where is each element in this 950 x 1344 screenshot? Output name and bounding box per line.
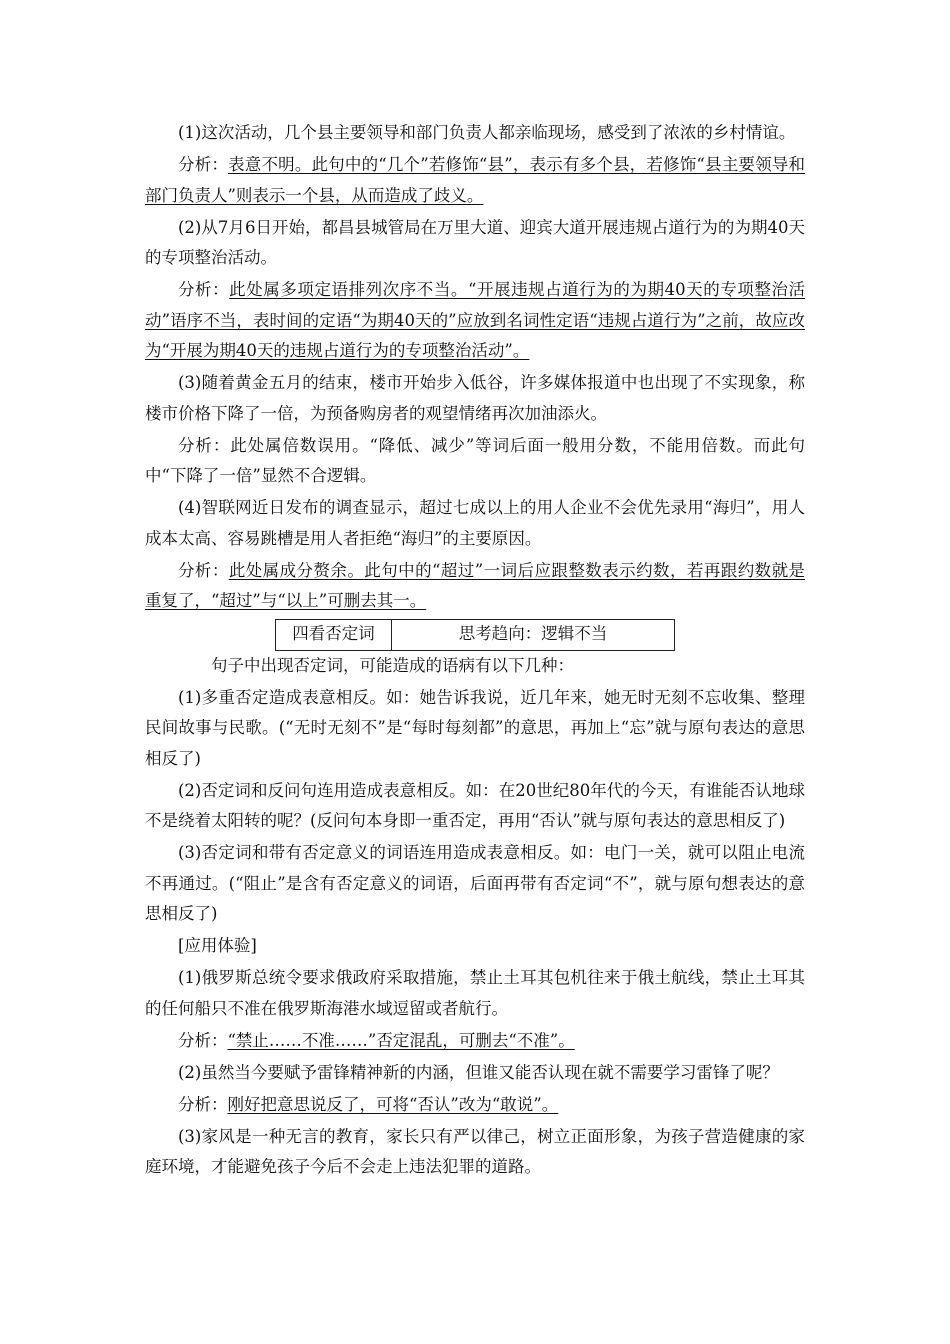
document-body bbox=[145, 118, 805, 1184]
analysis-label: 分析： bbox=[178, 1094, 228, 1114]
analysis-label: 分析： bbox=[178, 560, 229, 580]
topic-box-title: 四看否定词 bbox=[276, 620, 392, 650]
analysis-answer: 此处属成分赘余。此句中的“超过”一词后应跟整数表示约数，若再跟约数就是重复了，“超过”与“以上”可删去其一。 bbox=[145, 560, 806, 610]
section-examples-1 bbox=[145, 118, 805, 617]
intro-text: 句子中出现否定词，可能造成的语病有以下几种： bbox=[211, 655, 574, 675]
section-examples-2 bbox=[145, 683, 805, 1183]
text-paragraph: 分析：此处属倍数误用。“降低、减少”等词后面一般用分数，不能用倍数。而此句中“下降了一倍”显然不合逻辑。 bbox=[145, 435, 805, 485]
topic-box bbox=[275, 619, 675, 651]
topic-box-hint: 思考趋向：逻辑不当 bbox=[458, 623, 608, 643]
analysis-answer: 此处属多项定语排列次序不当。“开展违规占道行为的为期40天的专项整治活动”语序不当，表时间的定语“为期40天的”应放到名词性定语“违规占道行为”之前，故应改为“开展为期40天的违规占道行为的专项整治活动”。 bbox=[145, 280, 805, 360]
text-paragraph: (1)多重否定造成表意相反。如：她告诉我说，近几年来，她无时无刻不忘收集、整理民间故事与民歌。(“无时无刻不”是“每时每刻都”的意思，再加上“忘”就与原句表达的意思相反了) bbox=[145, 687, 805, 768]
analysis-paragraph bbox=[145, 275, 805, 367]
text-paragraph: (1)这次活动，几个县主要领导和部门负责人都亲临现场，感受到了浓浓的乡村情谊。 bbox=[178, 123, 796, 142]
analysis-label: 分析： bbox=[178, 155, 229, 174]
analysis-label: 分析： bbox=[178, 280, 230, 299]
analysis-paragraph bbox=[145, 150, 805, 211]
analysis-answer: “禁止……不准……”否定混乱，可删去“不准”。 bbox=[227, 1030, 575, 1050]
analysis-label: 分析： bbox=[178, 1030, 228, 1050]
text-paragraph: (3)否定词和带有否定意义的词语连用造成表意相反。如：电门一关，就可以阻止电流不再通过。(“阻止”是含有否定意义的词语，后面再带有否定词“不”，就与原句想表达的意思相反了) bbox=[145, 843, 805, 923]
analysis-paragraph bbox=[145, 556, 805, 617]
analysis-paragraph bbox=[145, 1026, 805, 1057]
analysis-answer: 表意不明。此句中的“几个”若修饰“县”，表示有多个县，若修饰“县主要领导和部门负责人”则表示一个县，从而造成了歧义。 bbox=[145, 155, 805, 205]
text-paragraph: (3)随着黄金五月的结束，楼市开始步入低谷，许多媒体报道中也出现了不实现象，称楼市价格下降了一倍，为预备购房者的观望情绪再次加油添火。 bbox=[145, 373, 805, 423]
analysis-answer: 刚好把意思说反了，可将“否认”改为“敢说”。 bbox=[227, 1094, 559, 1114]
analysis-paragraph bbox=[145, 1090, 805, 1121]
text-paragraph: [应用体验] bbox=[178, 936, 257, 955]
text-paragraph: (4)智联网近日发布的调查显示，超过七成以上的用人企业不会优先录用“海归”，用人成本太高、容易跳槽是用人者拒绝“海归”的主要原因。 bbox=[145, 498, 805, 548]
text-paragraph: (3)家风是一种无言的教育，家长只有严以律己，树立正面形象，为孩子营造健康的家庭环境，才能避免孩子今后不会走上违法犯罪的道路。 bbox=[145, 1126, 805, 1176]
text-paragraph: (1)俄罗斯总统令要求俄政府采取措施，禁止土耳其包机往来于俄土航线，禁止土耳其的任何船只不准在俄罗斯海港水域逗留或者航行。 bbox=[145, 968, 805, 1018]
text-paragraph: (2)从7月6日开始，都昌县城管局在万里大道、迎宾大道开展违规占道行为的为期40天的专项整治活动。 bbox=[145, 217, 805, 267]
text-paragraph: (2)虽然当今要赋予雷锋精神新的内涵，但谁又能否认现在就不需要学习雷锋了呢？ bbox=[178, 1062, 779, 1082]
text-paragraph: (2)否定词和反问句连用造成表意相反。如：在20世纪80年代的今天，有谁能否认地球不是绕着太阳转的呢？(反问句本身即一重否定，再用“否认”就与原句表达的意思相反了) bbox=[145, 780, 805, 830]
